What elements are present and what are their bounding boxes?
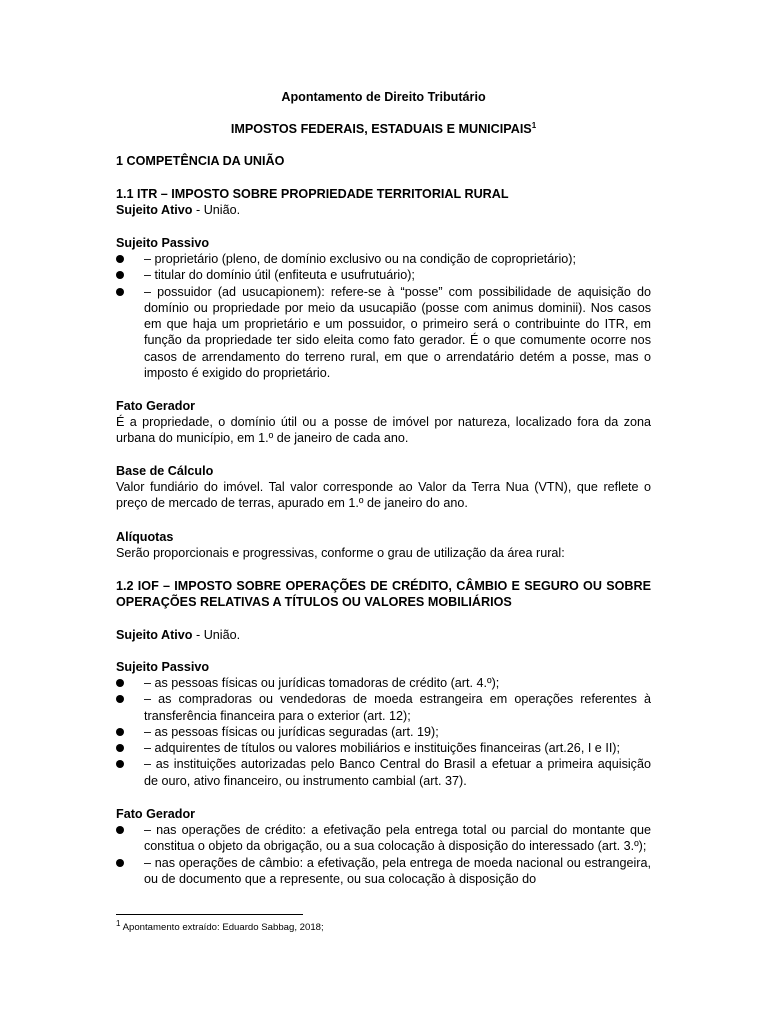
iof-fg-label: Fato Gerador — [116, 807, 196, 821]
bullet-icon — [116, 859, 124, 867]
itr-sa-label: Sujeito Ativo — [116, 203, 193, 217]
list-item — [116, 855, 651, 888]
list-item — [116, 284, 651, 382]
iof-sujeito-ativo — [116, 627, 651, 643]
footnote-text: Apontamento extraído: Eduardo Sabbag, 2018; — [122, 922, 324, 933]
list-item-text: – as instituições autorizadas pelo Banco Central do Brasil a efetuar a primeira aquisição de ouro, ativo financeiro, ou instrumento cambial (art. 37). — [144, 757, 651, 788]
footnote — [116, 918, 324, 934]
list-item — [116, 675, 651, 691]
list-item-text: – as pessoas físicas ou jurídicas tomadoras de crédito (art. 4.º); — [144, 676, 500, 690]
subtitle-text: IMPOSTOS FEDERAIS, ESTADUAIS E MUNICIPAIS — [230, 122, 532, 136]
bullet-icon — [116, 744, 124, 752]
bullet-icon — [116, 271, 124, 279]
bullet-icon — [116, 760, 124, 768]
itr-sp-list — [116, 251, 651, 381]
itr-aliq-text: Serão proporcionais e progressivas, conforme o grau de utilização da área rural: — [116, 546, 565, 560]
document-subtitle — [116, 121, 651, 137]
iof-sp-list — [116, 675, 651, 789]
list-item — [116, 756, 651, 789]
footnote-divider — [116, 914, 303, 915]
list-item-text: – nas operações de câmbio: a efetivação, pela entrega de moeda nacional ou estrangeira, ou de documento que a represente, ou sua colocação à disposição do — [144, 855, 651, 886]
itr-fg-text: É a propriedade, o domínio útil ou a posse de imóvel por natureza, localizado fora da zona urbana do município, em 1.º de janeiro de cada ano. — [116, 415, 651, 446]
iof-sp-label: Sujeito Passivo — [116, 660, 210, 674]
bullet-icon — [116, 695, 124, 703]
iof-fg-list — [116, 822, 651, 887]
iof-sa-value: - União. — [192, 628, 241, 642]
list-item-text: – nas operações de crédito: a efetivação pela entrega total ou parcial do montante que constitua o objeto da obrigação, ou a sua colocação à disposição do interessado (art. 3.º); — [144, 823, 651, 854]
document-title: Apontamento de Direito Tributário — [281, 90, 486, 104]
list-item-text: – titular do domínio útil (enfiteuta e usufrutuário); — [144, 268, 415, 283]
footnote-ref[interactable]: 1 — [531, 120, 537, 130]
itr-sa-value: - União. — [192, 203, 241, 217]
list-item-text: – as compradoras ou vendedoras de moeda estrangeira em operações referentes à transferência financeira para o exterior (art. 12); — [144, 692, 651, 723]
list-item — [116, 740, 651, 756]
itr-bc-label: Base de Cálculo — [116, 464, 214, 478]
itr-bc-text: Valor fundiário do imóvel. Tal valor corresponde ao Valor da Terra Nua (VTN), que reflete o preço de mercado de terras, apurado em 1.º de janeiro do ano. — [116, 480, 651, 511]
iof-sa-label: Sujeito Ativo — [116, 628, 193, 642]
list-item-text: – possuidor (ad usucapionem): refere-se à “posse” com possibilidade de aquisição do domínio ou propriedade por meio da usucapião (posse com animus dominii). Nos casos em que haja um proprietário e um possuidor, o primeiro será o contribuinte do ITR, em função da propriedade ter sido eleita como fato gerador. É o que comumente ocorre nos casos de arrendamento do terreno rural, em que o arrendatário detém a posse, mas o imposto é exigido do proprietário. — [144, 284, 651, 381]
footnote-marker: 1 — [116, 918, 121, 928]
list-item — [116, 691, 651, 724]
bullet-icon — [116, 728, 124, 736]
bullet-icon — [116, 826, 124, 834]
itr-sujeito-ativo — [116, 202, 651, 218]
iof-heading: 1.2 IOF – IMPOSTO SOBRE OPERAÇÕES DE CRÉDITO, CÂMBIO E SEGURO OU SOBRE OPERAÇÕES RELATIVAS A TÍTULOS OU VALORES MOBILIÁRIOS — [116, 579, 651, 610]
itr-heading: 1.1 ITR – IMPOSTO SOBRE PROPRIEDADE TERRITORIAL RURAL — [116, 187, 509, 201]
list-item-text: – proprietário (pleno, de domínio exclusivo ou na condição de coproprietário); — [144, 252, 576, 266]
itr-aliq-label: Alíquotas — [116, 530, 174, 544]
list-item — [116, 251, 651, 267]
itr-fg-label: Fato Gerador — [116, 399, 196, 413]
list-item — [116, 724, 651, 740]
list-item-text: – adquirentes de títulos ou valores mobiliários e instituições financeiras (art.26, I e II); — [144, 741, 621, 756]
bullet-icon — [116, 255, 124, 263]
list-item-text: – as pessoas físicas ou jurídicas seguradas (art. 19); — [144, 724, 439, 739]
bullet-icon — [116, 288, 124, 296]
list-item — [116, 822, 651, 855]
list-item — [116, 267, 651, 283]
section-heading-competencia: 1 COMPETÊNCIA DA UNIÃO — [116, 154, 285, 168]
bullet-icon — [116, 679, 124, 687]
itr-sp-label: Sujeito Passivo — [116, 236, 210, 250]
